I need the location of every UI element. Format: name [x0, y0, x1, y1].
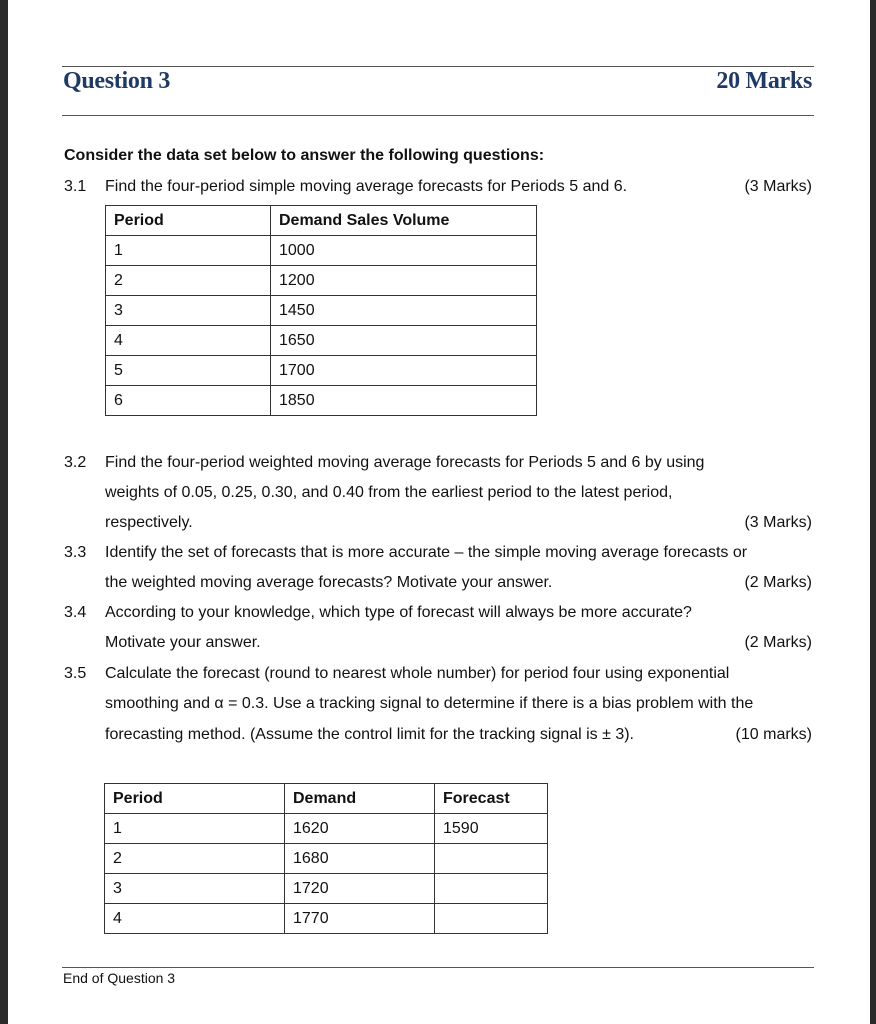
table-cell: 1700: [271, 356, 537, 386]
header-bottom-rule: [62, 115, 814, 116]
table-cell: 1680: [285, 844, 435, 874]
table-cell: 1200: [271, 266, 537, 296]
q35-marks: (10 marks): [735, 726, 812, 743]
table-header-row: [105, 784, 548, 814]
q35-text-line3: forecasting method. (Assume the control limit for the tracking signal is ± 3).: [105, 726, 634, 743]
table-cell: [435, 904, 548, 934]
table-header-row: [106, 206, 537, 236]
table-cell: [435, 874, 548, 904]
table-row: [106, 266, 537, 296]
question-title: Question 3: [63, 68, 171, 94]
header-top-rule: [62, 66, 814, 67]
table-row: [106, 356, 537, 386]
footer-rule: [62, 967, 814, 968]
table-row: [105, 904, 548, 934]
page-right-edge: [870, 0, 876, 1024]
table-cell: 1770: [285, 904, 435, 934]
q33-number: 3.3: [64, 544, 87, 561]
table-row: [106, 296, 537, 326]
table-cell: 1720: [285, 874, 435, 904]
q31-marks: (3 Marks): [744, 178, 812, 195]
q33-marks: (2 Marks): [744, 574, 812, 591]
q32-number: 3.2: [64, 454, 87, 471]
q32-text-line3: respectively.: [105, 514, 193, 531]
table-row: [105, 814, 548, 844]
q31-text: Find the four-period simple moving average forecasts for Periods 5 and 6.: [105, 178, 628, 195]
table-cell: 2: [106, 266, 271, 296]
q33-text-line2: the weighted moving average forecasts? Motivate your answer.: [105, 574, 553, 591]
demand-sales-table: [105, 205, 537, 416]
column-header: Demand: [285, 784, 435, 814]
table-cell: 1450: [271, 296, 537, 326]
q34-marks: (2 Marks): [744, 634, 812, 651]
table-cell: 5: [106, 356, 271, 386]
table-row: [105, 844, 548, 874]
table-cell: 1620: [285, 814, 435, 844]
q34-text-line1: According to your knowledge, which type of forecast will always be more accurate?: [105, 604, 692, 621]
q34-text-line2: Motivate your answer.: [105, 634, 261, 651]
column-header: Demand Sales Volume: [271, 206, 537, 236]
demand-forecast-table: [104, 783, 548, 934]
table-cell: 1590: [435, 814, 548, 844]
q32-text-line2: weights of 0.05, 0.25, 0.30, and 0.40 from the earliest period to the latest period,: [105, 484, 673, 501]
table-cell: 1850: [271, 386, 537, 416]
footer-text: End of Question 3: [63, 970, 176, 986]
table-row: [106, 236, 537, 266]
table-cell: 1: [105, 814, 285, 844]
table-cell: 1: [106, 236, 271, 266]
q34-number: 3.4: [64, 604, 87, 621]
table-row: [106, 386, 537, 416]
table-cell: 3: [106, 296, 271, 326]
table-cell: 3: [105, 874, 285, 904]
question-total-marks: 20 Marks: [716, 68, 812, 94]
table-cell: 6: [106, 386, 271, 416]
table-cell: 2: [105, 844, 285, 874]
column-header: Forecast: [435, 784, 548, 814]
column-header: Period: [105, 784, 285, 814]
q35-number: 3.5: [64, 665, 87, 682]
page-left-edge: [0, 0, 8, 1024]
table-cell: 4: [105, 904, 285, 934]
q35-text-line2: smoothing and α = 0.3. Use a tracking signal to determine if there is a bias problem with the: [105, 695, 754, 712]
intro-text: Consider the data set below to answer the following questions:: [64, 147, 545, 164]
table-cell: 4: [106, 326, 271, 356]
q32-marks: (3 Marks): [744, 514, 812, 531]
table-row: [105, 874, 548, 904]
table-cell: [435, 844, 548, 874]
column-header: Period: [106, 206, 271, 236]
q31-number: 3.1: [64, 178, 87, 195]
q33-text-line1: Identify the set of forecasts that is more accurate – the simple moving average forecasts or: [105, 544, 748, 561]
table-cell: 1000: [271, 236, 537, 266]
table-cell: 1650: [271, 326, 537, 356]
q35-text-line1: Calculate the forecast (round to nearest whole number) for period four using exponential: [105, 665, 730, 682]
q32-text-line1: Find the four-period weighted moving average forecasts for Periods 5 and 6 by using: [105, 454, 705, 471]
table-row: [106, 326, 537, 356]
